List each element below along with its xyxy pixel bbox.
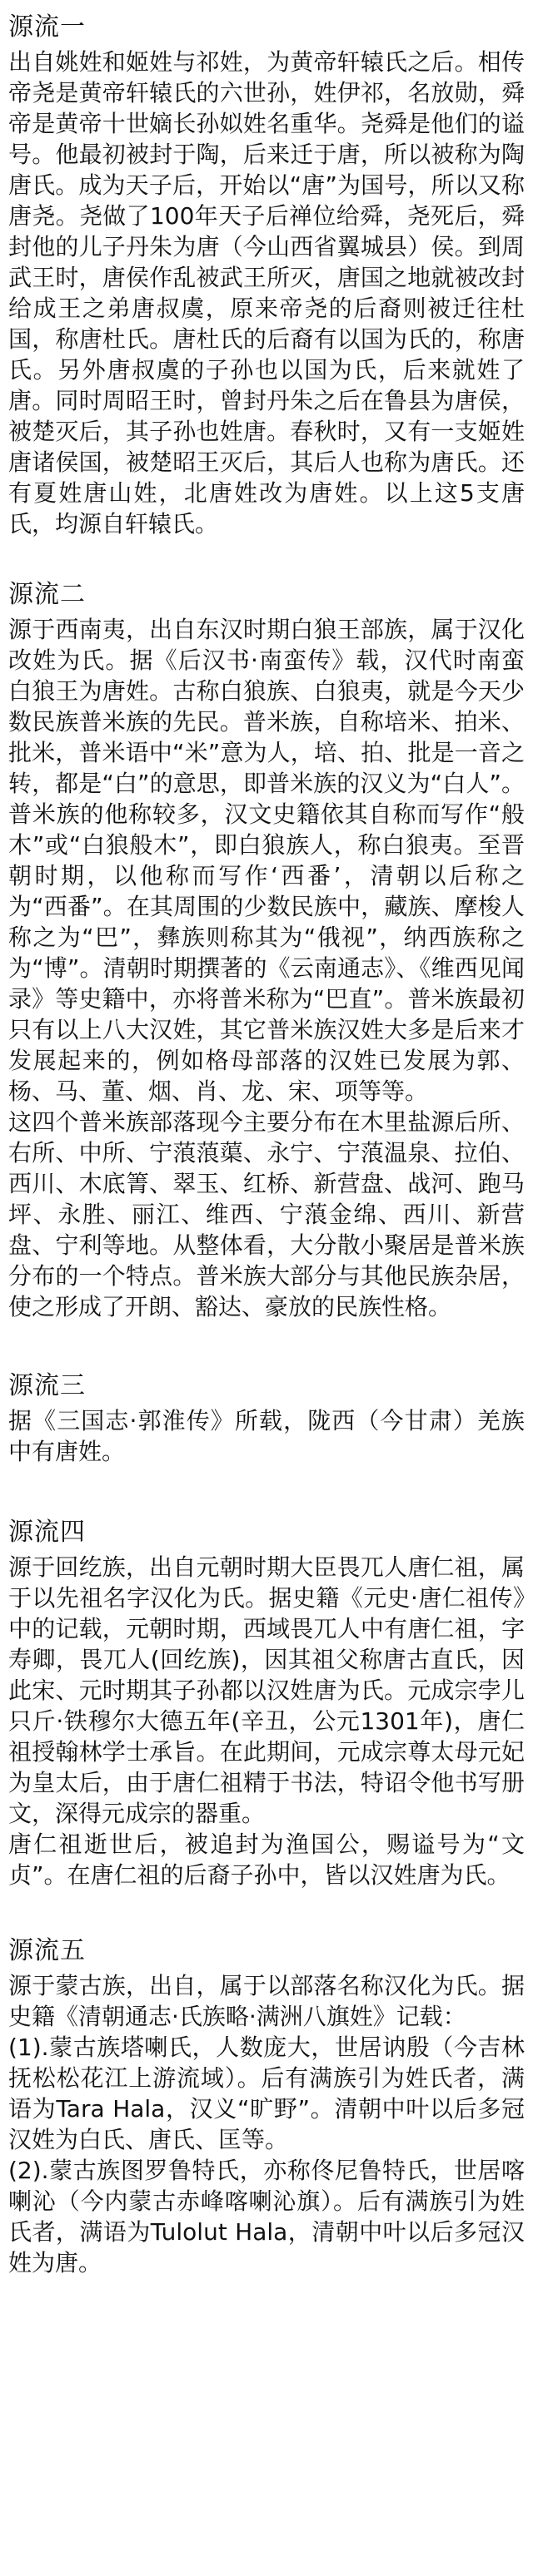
section-origin-5 xyxy=(8,1932,525,2278)
section-title: 源流四 xyxy=(8,1518,86,1547)
section-title: 源流二 xyxy=(8,580,86,609)
section-spacer xyxy=(8,539,525,576)
section-origin-2 xyxy=(8,576,525,1322)
section-title: 源流一 xyxy=(8,12,86,42)
section-paragraph: 源于回纥族，出自元朝时期大臣畏兀人唐仁祖，属于以先祖名字汉化为氏。据史籍《元史·唐仁祖传》中的记载，元朝时期，西域畏兀人中有唐仁祖，字寿卿，畏兀人(回纥族)，因其祖父称唐古直氏，因此宋、元时期其子孙都以汉姓唐为氏。元成宗孛儿只斤·铁穆尔大德五年(辛丑，公元1301年)，唐仁祖授翰林学士承旨。在此期间，元成宗尊太母元妃为皇太后，由于唐仁祖精于书法，特诏令他书写册文，深得元成宗的器重。 xyxy=(8,1553,525,1827)
section-spacer xyxy=(8,1467,525,1513)
section-paragraph: 唐仁祖逝世后，被追封为渔国公，赐谥号为“文贞”。在唐仁祖的后裔子孙中，皆以汉姓唐为氏。 xyxy=(8,1830,525,1889)
section-title: 源流五 xyxy=(8,1936,86,1965)
section-paragraph: 源于西南夷，出自东汉时期白狼王部族，属于汉化改姓为氏。据《后汉书·南蛮传》载，汉代时南蛮白狼王为唐姓。古称白狼族、白狼夷，就是今天少数民族普米族的先民。普米族，自称培米、拍米、批米，普米语中“米”意为人，培、拍、批是一音之转，都是“白”的意思，即普米族的汉义为“白人”。普米族的他称较多，汉文史籍依其自称而写作“般木”或“白狼般木”，即白狼族人，称白狼夷。至晋朝时期，以他称而写作‘西番’，清朝以后称之为“西番”。在其周围的少数民族中，藏族、摩梭人称之为“巴”，彝族则称其为“俄视”，纳西族称之为“博”。清朝时期撰著的《云南通志》、《维西见闻录》等史籍中，亦将普米称为“巴直”。普米族最初只有以上八大汉姓，其它普米族汉姓大多是后来才发展起来的，例如格母部落的汉姓已发展为郭、杨、马、董、烟、肖、龙、宋、项等等。 xyxy=(8,616,525,1105)
section-paragraph: 出自姚姓和姬姓与祁姓，为黄帝轩辕氏之后。相传帝尧是黄帝轩辕氏的六世孙，姓伊祁，名放勋，舜帝是黄帝十世嫡长孙姒姓名重华。尧舜是他们的谥号。他最初被封于陶，后来迁于唐，所以被称为陶唐氏。成为天子后，开始以“唐”为国号，所以又称唐尧。尧做了100年天子后禅位给舜，尧死后，舜封他的儿子丹朱为唐（今山西省翼城县）侯。到周武王时，唐侯作乱被武王所灭，唐国之地就被改封给成王之弟唐叔虞，原来帝尧的后裔则被迁往杜国，称唐杜氏。唐杜氏的后裔有以国为氏的，称唐氏。另外唐叔虞的子孙也以国为氏，后来就姓了唐。同时周昭王时，曾封丹朱之后在鲁县为唐侯，被楚灭后，其子孙也姓唐。春秋时，又有一支姬姓唐诸侯国，被楚昭王灭后，其后人也称为唐氏。还有夏姓唐山姓，北唐姓改为唐姓。以上这5支唐氏，均源自轩辕氏。 xyxy=(8,48,525,537)
section-origin-1 xyxy=(8,8,525,539)
section-origin-4 xyxy=(8,1513,525,1890)
section-spacer xyxy=(8,1890,525,1932)
section-paragraph: 据《三国志·郭淮传》所载，陇西（今甘肃）羌族中有唐姓。 xyxy=(8,1407,525,1465)
section-paragraph: (1).蒙古族塔喇氏，人数庞大，世居讷殷（今吉林抚松松花江上游流域）。后有满族引为姓氏者，满语为Tara Hala，汉义“旷野”。清朝中叶以后多冠汉姓为白氏、唐氏、匡等。 xyxy=(8,2034,525,2153)
section-origin-3 xyxy=(8,1367,525,1467)
section-spacer xyxy=(8,1322,525,1367)
section-paragraph: (2).蒙古族图罗鲁特氏，亦称佟尼鲁特氏，世居喀喇沁（今内蒙古赤峰喀喇沁旗）。后有满族引为姓氏者，满语为Tulolut Hala，清朝中叶以后多冠汉姓为唐。 xyxy=(8,2157,525,2276)
section-paragraph: 这四个普米族部落现今主要分布在木里盐源后所、右所、中所、宁蒗蒗蕖、永宁、宁蒗温泉、拉伯、西川、木底箐、翠玉、红桥、新营盘、战河、跑马坪、永胜、丽江、维西、宁蒗金绵、西川、新营盘、宁利等地。从整体看，大分散小聚居是普米族分布的一个特点。普米族大部分与其他民族杂居，使之形成了开朗、豁达、豪放的民族性格。 xyxy=(8,1108,525,1320)
section-title: 源流三 xyxy=(8,1371,86,1400)
section-paragraph: 源于蒙古族，出自，属于以部落名称汉化为氏。据史籍《清朝通志·氏族略·满洲八旗姓》记载： xyxy=(8,1972,525,2030)
